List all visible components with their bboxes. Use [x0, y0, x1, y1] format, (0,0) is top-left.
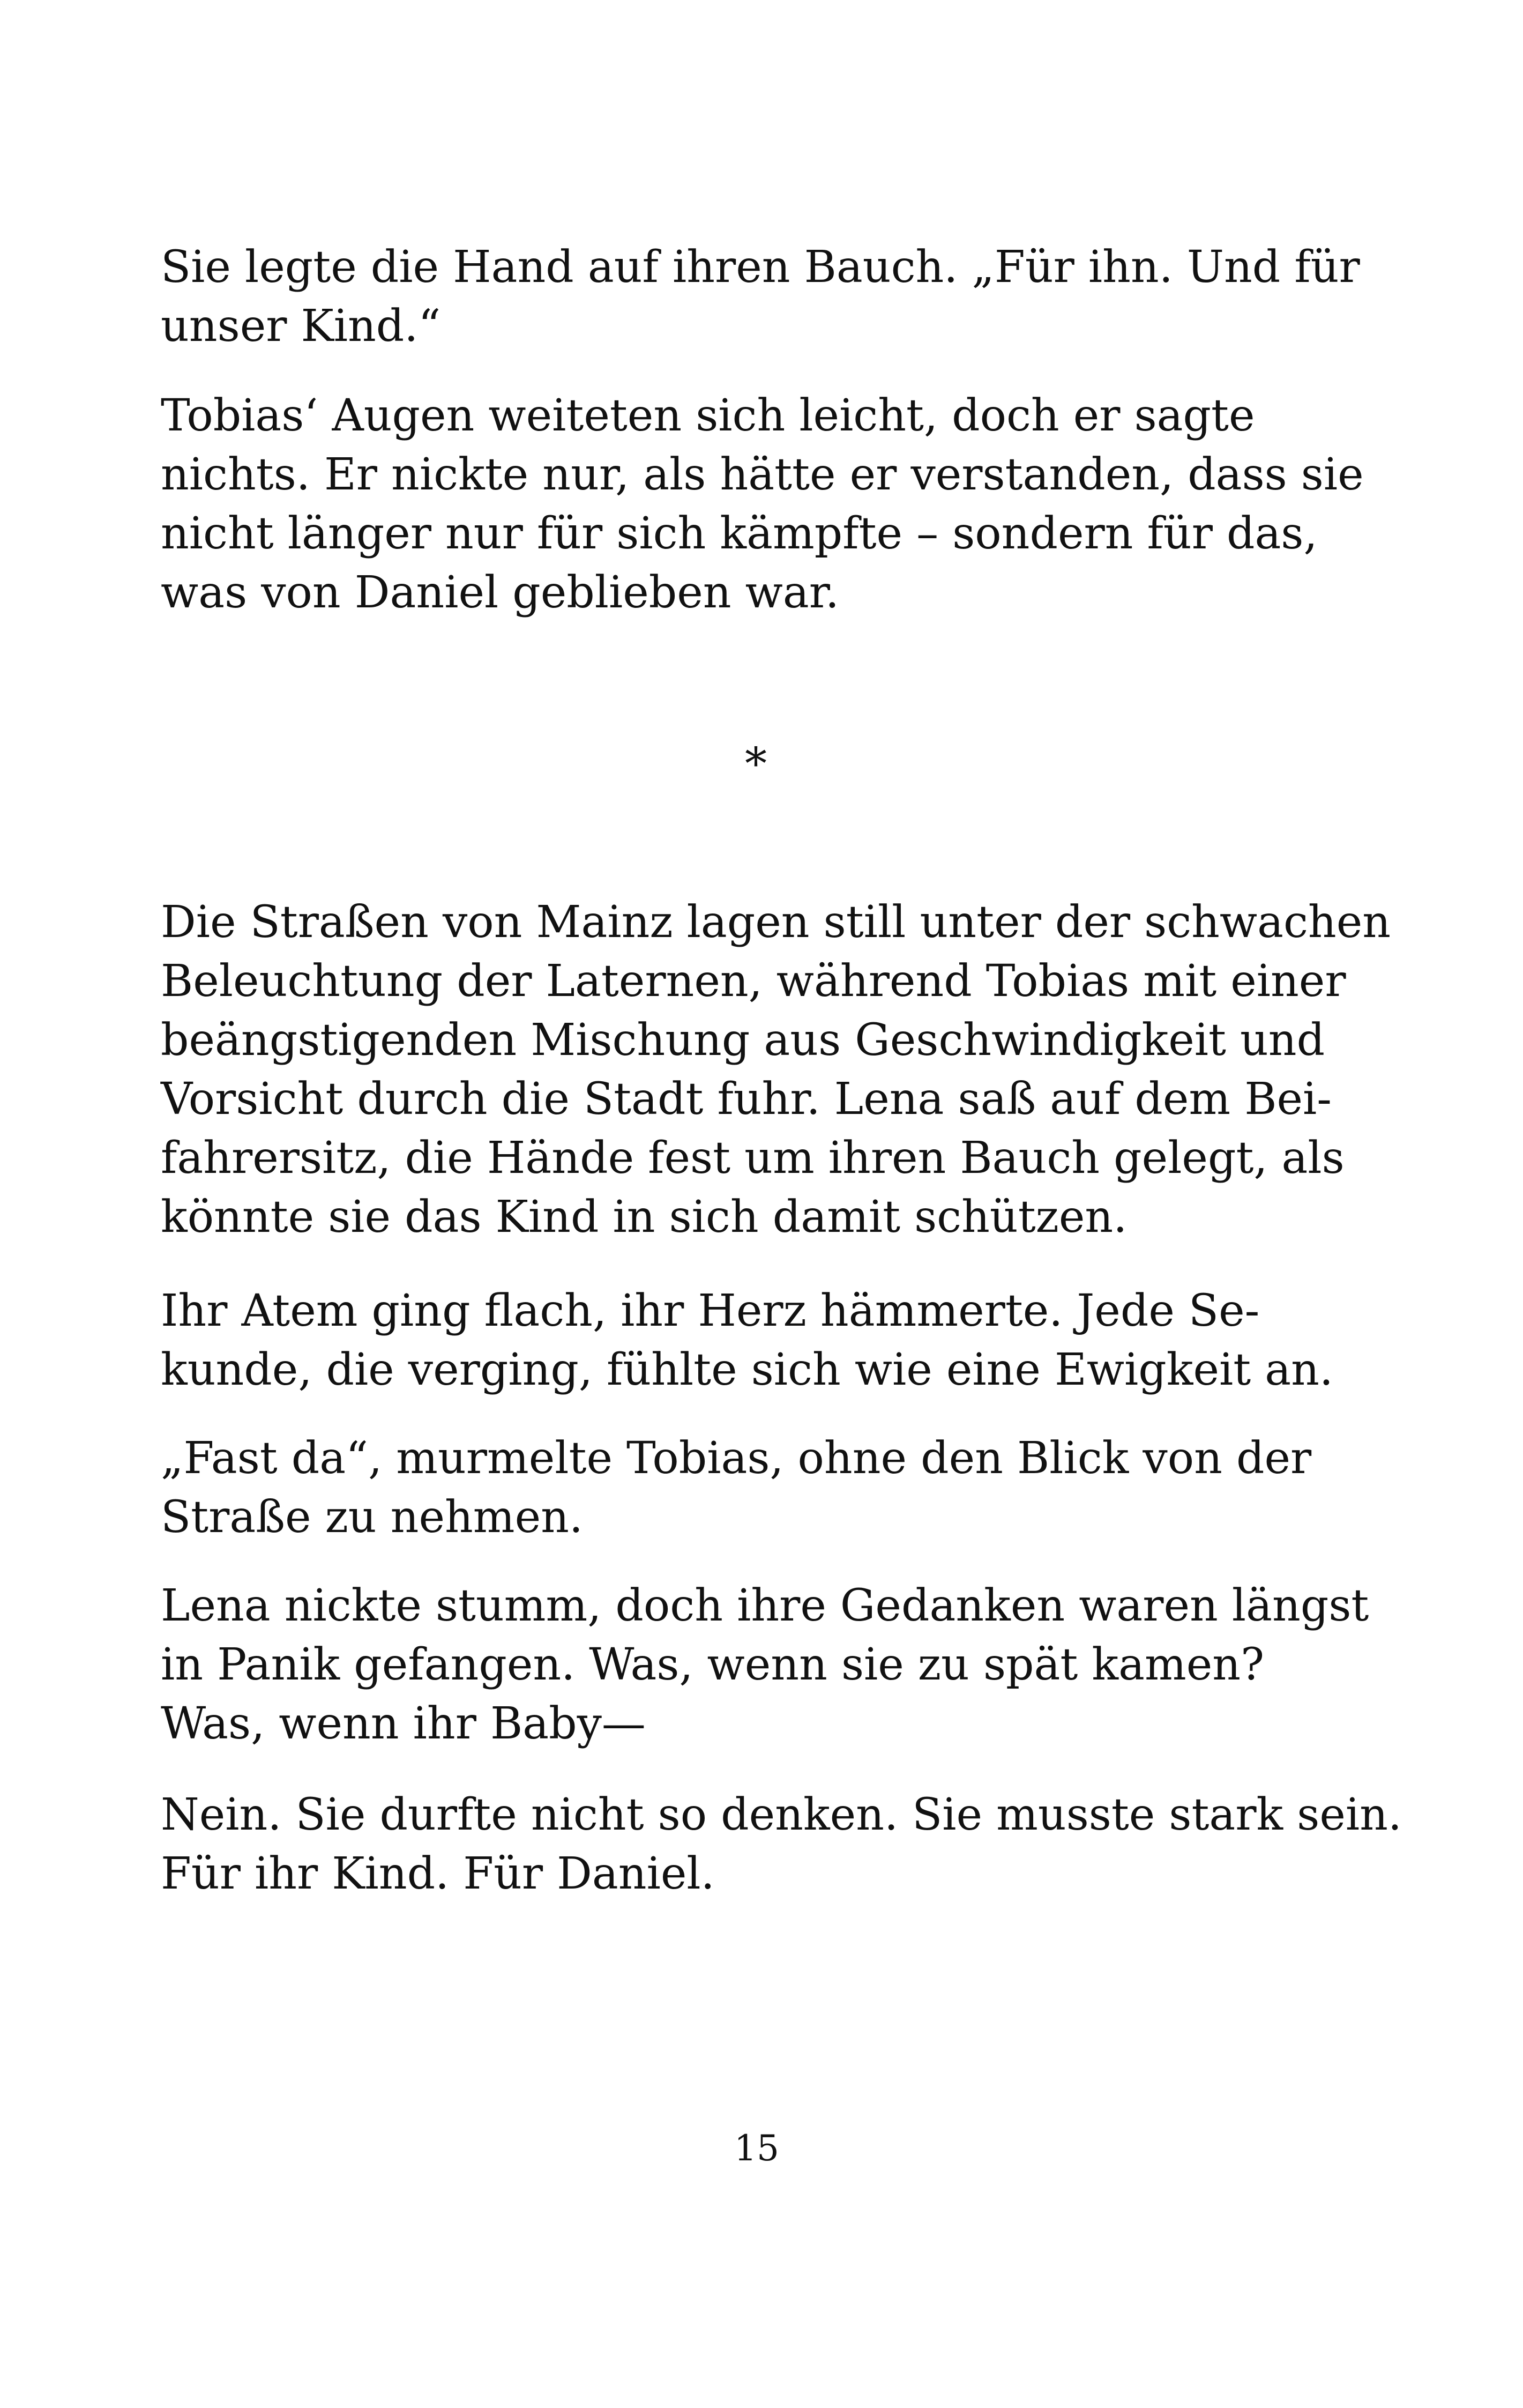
text-line: Beleuchtung der Laternen, während Tobias mit einer: [161, 956, 1346, 1007]
text-line: Was, wenn ihr Baby—: [161, 1698, 646, 1749]
page-number: 15: [734, 2128, 779, 2169]
text-line: „Fast da“, murmelte Tobias, ohne den Blick von der: [161, 1433, 1312, 1484]
text-line: in Panik gefangen. Was, wenn sie zu spät kamen?: [161, 1639, 1265, 1690]
text-line: kunde, die verging, fühlte sich wie eine Ewigkeit an.: [161, 1344, 1333, 1395]
text-line: unser Kind.“: [161, 301, 441, 352]
text-line: Nein. Sie durfte nicht so denken. Sie musste stark sein.: [161, 1789, 1402, 1840]
text-line: Ihr Atem ging flach, ihr Herz hämmerte. Jede Se-: [161, 1285, 1260, 1336]
text-line: Vorsicht durch die Stadt fuhr. Lena saß auf dem Bei-: [161, 1074, 1332, 1125]
text-line: beängstigenden Mischung aus Geschwindigkeit und: [161, 1015, 1325, 1066]
text-line: Die Straßen von Mainz lagen still unter der schwachen: [161, 897, 1391, 948]
text-line: Sie legte die Hand auf ihren Bauch. „Für ihn. Und für: [161, 242, 1360, 293]
text-line: könnte sie das Kind in sich damit schützen.: [161, 1192, 1128, 1243]
text-line: Lena nickte stumm, doch ihre Gedanken waren längst: [161, 1580, 1369, 1631]
text-line: Straße zu nehmen.: [161, 1492, 583, 1543]
text-line: Für ihr Kind. Für Daniel.: [161, 1848, 715, 1899]
text-line: Tobias‘ Augen weiteten sich leicht, doch er sagte: [161, 390, 1255, 441]
text-line: was von Daniel geblieben war.: [161, 567, 839, 618]
scene-break: *: [745, 739, 767, 790]
text-line: nicht länger nur für sich kämpfte – sondern für das,: [161, 508, 1318, 559]
text-line: fahrersitz, die Hände fest um ihren Bauch gelegt, als: [161, 1133, 1345, 1184]
text-line: nichts. Er nickte nur, als hätte er verstanden, dass sie: [161, 449, 1364, 500]
